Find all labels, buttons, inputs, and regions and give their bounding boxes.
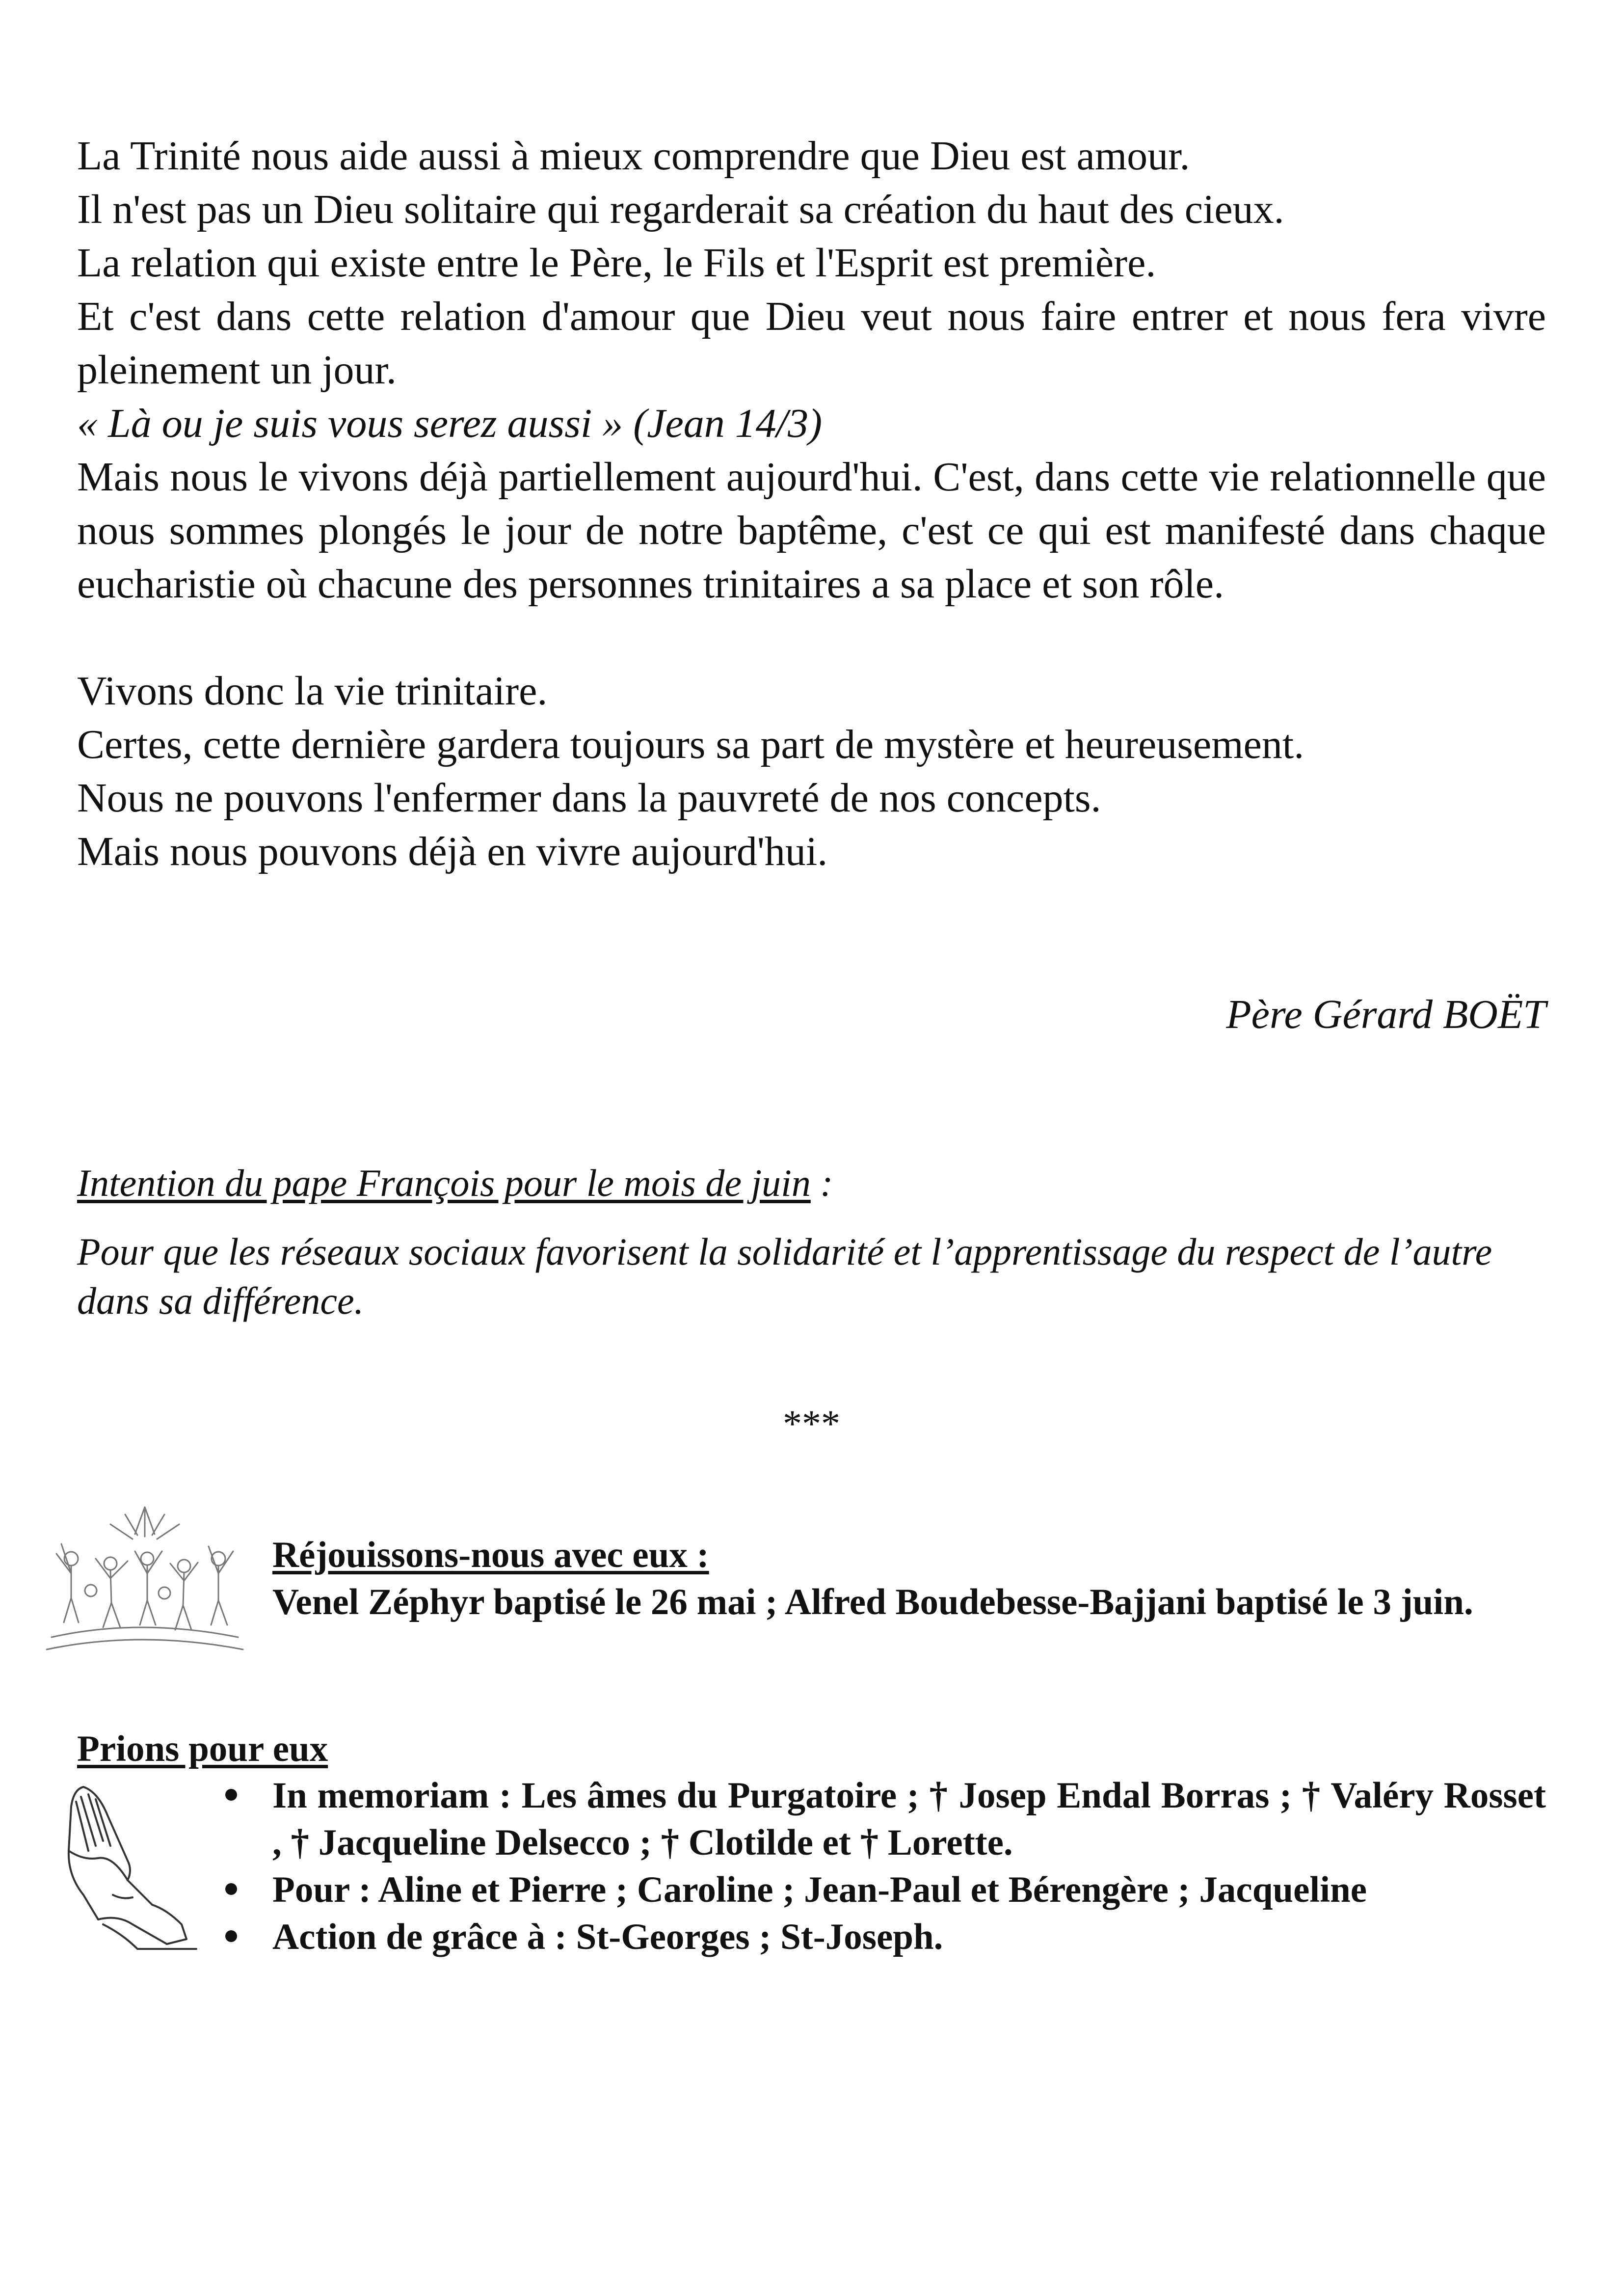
list-item (272, 1866, 1546, 1914)
prayer-intentions-list (272, 1772, 1546, 1961)
meditation-line: Certes, cette dernière gardera toujours sa part de mystère et heureusement. (77, 722, 1304, 767)
author-signature: Père Gérard BOËT (1226, 992, 1546, 1037)
bullet-icon (225, 1930, 237, 1942)
scripture-quote: « Là ou je suis vous serez aussi » (Jean 14/3) (77, 401, 823, 446)
meditation-line: La Trinité nous aide aussi à mieux comprendre que Dieu est amour. (77, 133, 1190, 179)
prayer-item-text: In memoriam : Les âmes du Purgatoire ; † Josep Endal Borras ; † Valéry Rosset , † Jacqueline Delsecco ; † Clotilde et † Lorette. (272, 1775, 1546, 1863)
rejoice-heading: Réjouissons-nous avec eux : (272, 1535, 709, 1575)
intention-heading-colon: : (810, 1162, 833, 1204)
intention-heading-title: Intention du pape François pour le mois de juin (77, 1162, 811, 1204)
list-item (272, 1914, 1546, 1961)
list-item (272, 1772, 1546, 1866)
meditation-line: La relation qui existe entre le Père, le Fils et l'Esprit est première. (77, 240, 1156, 286)
meditation-line: Et c'est dans cette relation d'amour que Dieu veut nous faire entrer et nous fera vivre pleinement un jour. (77, 294, 1546, 393)
celebration-crowd-icon (42, 1505, 248, 1652)
bullet-icon (225, 1789, 237, 1801)
meditation-text (77, 129, 1546, 878)
intention-heading (77, 1159, 1546, 1208)
meditation-line: Mais nous pouvons déjà en vivre aujourd'hui. (77, 829, 828, 874)
rejoice-text: Venel Zéphyr baptisé le 26 mai ; Alfred Boudebesse-Bajjani baptisé le 3 juin. (272, 1582, 1473, 1622)
bullet-icon (225, 1883, 237, 1895)
prayer-item-text: Pour : Aline et Pierre ; Caroline ; Jean-Paul et Bérengère ; Jacqueline (272, 1869, 1367, 1910)
paragraph-gap (77, 611, 1546, 664)
intention-text: Pour que les réseaux sociaux favorisent la solidarité et l’apprentissage du respect de l’autre dans sa différence. (77, 1230, 1492, 1322)
section-separator: *** (783, 1402, 840, 1445)
meditation-paragraph: Mais nous le vivons déjà partiellement aujourd'hui. C'est, dans cette vie relationnelle que nous sommes plongés le jour de notre baptême, c'est ce qui est manifesté dans chaque eucharistie où chacune des personnes trinitaires a sa place et son rôle. (77, 454, 1546, 607)
meditation-line: Nous ne pouvons l'enfermer dans la pauvreté de nos concepts. (77, 775, 1101, 821)
praying-hands-icon (54, 1777, 201, 1954)
prayer-item-text: Action de grâce à : St-Georges ; St-Joseph. (272, 1917, 943, 1957)
meditation-line: Vivons donc la vie trinitaire. (77, 668, 548, 714)
prayers-heading: Prions pour eux (77, 1729, 328, 1769)
meditation-line: Il n'est pas un Dieu solitaire qui regarderait sa création du haut des cieux. (77, 187, 1284, 232)
